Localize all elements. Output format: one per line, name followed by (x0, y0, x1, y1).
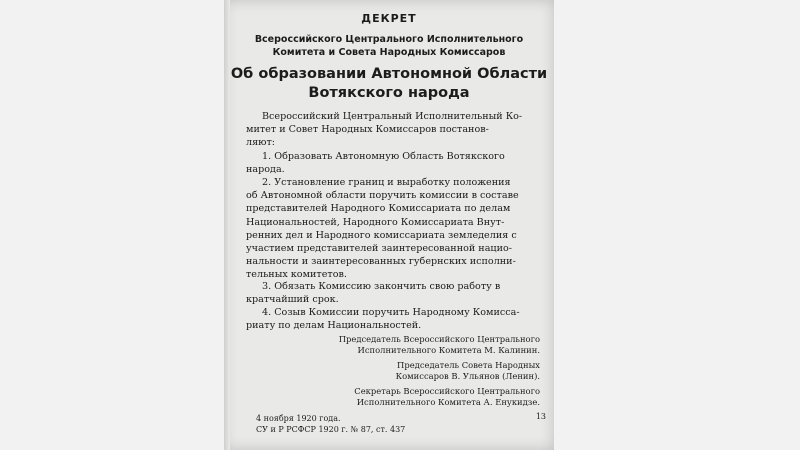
decree-page (224, 0, 554, 450)
item-2-line: представителей Народного Комиссариата по делам (246, 203, 511, 215)
item-1-line: народа. (246, 164, 285, 176)
item-4-line: риату по делам Национальностей. (246, 320, 422, 332)
item-2-line: ренних дел и Народного комиссариата земледелия с (246, 229, 517, 241)
item-2 (246, 176, 546, 282)
signature-line: Председатель Совета Народных (397, 360, 540, 370)
signature-kalinin (339, 334, 540, 357)
signature-enukidze (354, 386, 540, 409)
item-2-line: Национальностей, Народного Комиссариата Внут- (246, 216, 505, 228)
title-line-2: Вотякского народа (308, 85, 470, 101)
signature-line: Исполнительного Комитета А. Енукидзе. (356, 397, 540, 408)
signature-line: Комиссаров В. Ульянов (Ленин). (395, 371, 540, 382)
decree-heading: ДЕКРЕТ (361, 12, 417, 25)
preamble (246, 110, 546, 150)
item-4-line: 4. Созыв Комиссии поручить Народному Комисса- (262, 307, 520, 318)
title-line-1: Об образовании Автономной Области (230, 66, 548, 82)
item-1-line: 1. Образовать Автономную Область Вотякского (262, 151, 505, 162)
item-3-line: 3. Обязать Комиссию закончить свою работу в (262, 281, 501, 292)
item-2-line: об Автономной области поручить комиссии в составе (246, 190, 519, 202)
item-3 (246, 280, 546, 306)
item-3-line: кратчайший срок. (246, 294, 339, 306)
page-number: 13 (535, 412, 546, 421)
preamble-line: Всероссийский Центральный Исполнительный Ко- (262, 111, 523, 122)
item-2-line: 2. Установление границ и выработку положения (262, 177, 511, 188)
source-citation: СУ и Р РСФСР 1920 г. № 87, ст. 437 (256, 425, 406, 434)
issuer-line-1: Всероссийского Центрального Исполнительного (254, 34, 524, 45)
preamble-line: ляют: (246, 137, 276, 149)
item-2-line: нальности и заинтересованных губернских исполни- (246, 256, 516, 268)
item-2-line: тельных комитетов. (246, 269, 347, 281)
signature-lenin (396, 360, 540, 383)
decree-date: 4 ноября 1920 года. (256, 414, 341, 423)
item-1 (246, 150, 546, 176)
signature-line: Исполнительного Комитета М. Калинин. (357, 345, 540, 356)
signature-line: Секретарь Всероссийского Центрального (354, 386, 540, 396)
signature-line: Председатель Всероссийского Центрального (338, 334, 540, 344)
item-2-line: участием представителей заинтересованной нацио- (246, 243, 513, 255)
item-4 (246, 306, 546, 332)
preamble-line: митет и Совет Народных Комиссаров постанов- (246, 124, 489, 136)
issuer-line-2: Комитета и Совета Народных Комиссаров (272, 47, 506, 58)
